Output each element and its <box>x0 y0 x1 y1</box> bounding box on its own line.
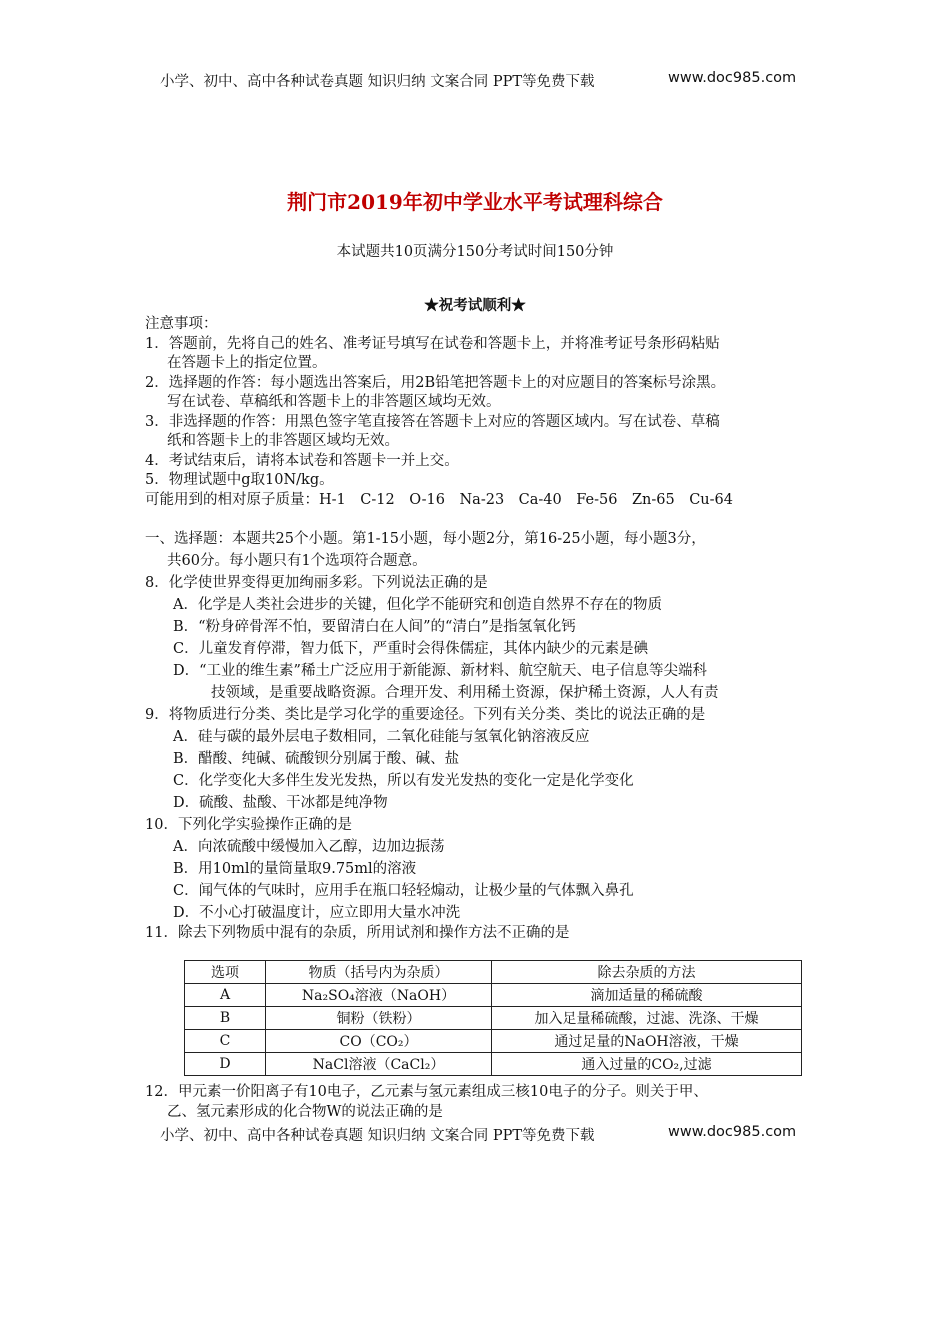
table-cell: Na₂SO₄溶液（NaOH） <box>266 984 492 1007</box>
question-12 <box>145 1083 825 1122</box>
table-cell: 滴加适量的稀硫酸 <box>492 984 802 1007</box>
option-a: A．向浓硫酸中缓慢加入乙醇，边加边振荡 <box>173 839 445 855</box>
notice-item: 4．考试结束后，请将本试卷和答题卡一并上交。 <box>145 452 459 469</box>
table-row <box>185 1007 802 1030</box>
option-a: A．硅与碳的最外层电子数相同，二氧化硅能与氢氧化钠溶液反应 <box>173 729 590 745</box>
option-d: D．不小心打破温度计，应立即用大量水冲洗 <box>173 905 461 921</box>
notice-item: 纸和答题卡上的非答题区域均无效。 <box>167 433 399 449</box>
section-heading-cont: 共60分。每小题只有1个选项符合题意。 <box>167 553 427 569</box>
table-header-row <box>185 961 802 984</box>
table-row <box>185 984 802 1007</box>
option-a: A．化学是人类社会进步的关键，但化学不能研究和创造自然界不存在的物质 <box>173 597 662 613</box>
table-cell: 加入足量稀硫酸，过滤、洗涤、干燥 <box>492 1007 802 1030</box>
table-cell: B <box>185 1007 266 1030</box>
table-cell: NaCl溶液（CaCl₂） <box>266 1053 492 1076</box>
header-slogan: 小学、初中、高中各种试卷真题 知识归纳 文案合同 PPT等免费下载 <box>160 74 595 90</box>
table-header: 物质（括号内为杂质） <box>266 961 492 984</box>
table-cell: CO（CO₂） <box>266 1030 492 1053</box>
section-heading: 一、选择题：本题共25个小题。第1-15小题，每小题2分，第16-25小题，每小题3分， <box>145 531 706 547</box>
atomic-masses: 可能用到的相对原子质量：H-1 C-12 O-16 Na-23 Ca-40 Fe-56 Zn-65 Cu-64 <box>145 491 733 508</box>
option-c: C．化学变化大多伴生发光发热，所以有发光发热的变化一定是化学变化 <box>173 773 634 789</box>
table-cell: D <box>185 1053 266 1076</box>
page-title: 荆门市2019年初中学业水平考试理科综合 <box>287 190 663 214</box>
question-10 <box>145 814 825 924</box>
page-footer <box>160 1124 595 1145</box>
question-stem-cont: 乙、氢元素形成的化合物W的说法正确的是 <box>167 1103 443 1120</box>
option-c: C．闻气体的气味时，应用手在瓶口轻轻煽动，让极少量的气体飘入鼻孔 <box>173 883 634 899</box>
notice-item: 5．物理试题中g取10N/kg。 <box>145 472 334 488</box>
option-b: B．用10ml的量筒量取9.75ml的溶液 <box>173 861 417 877</box>
table-row <box>185 1030 802 1053</box>
impurity-table <box>184 960 802 1076</box>
footer-slogan: 小学、初中、高中各种试卷真题 知识归纳 文案合同 PPT等免费下载 <box>160 1128 595 1144</box>
header-url[interactable]: www.doc985.com <box>668 70 797 86</box>
table-cell: 铜粉（铁粉） <box>266 1007 492 1030</box>
notice-item: 1．答题前，先将自己的姓名、准考证号填写在试卷和答题卡上，并将准考证号条形码粘贴 <box>145 335 720 352</box>
question-11-stem: 11．除去下列物质中混有的杂质，所用试剂和操作方法不正确的是 <box>145 925 570 941</box>
question-stem: 12．甲元素一价阳离子有10电子，乙元素与氢元素组成三核10电子的分子。则关于甲、 <box>145 1084 708 1100</box>
option-b: B．“粉身碎骨浑不怕，要留清白在人间”的“清白”是指氢氧化钙 <box>173 619 576 635</box>
exam-body <box>145 315 825 944</box>
table-header: 选项 <box>185 961 266 984</box>
notice-item: 在答题卡上的指定位置。 <box>167 355 327 371</box>
question-9 <box>145 704 825 814</box>
question-stem: 8．化学使世界变得更加绚丽多彩。下列说法正确的是 <box>145 575 488 591</box>
option-d: D．“工业的维生素”稀土广泛应用于新能源、新材料、航空航天、电子信息等尖端科 <box>173 663 707 679</box>
table-cell: 通入过量的CO₂,过滤 <box>492 1053 802 1076</box>
table-cell: 通过足量的NaOH溶液，干燥 <box>492 1030 802 1053</box>
question-stem: 10．下列化学实验操作正确的是 <box>145 817 352 833</box>
option-d: D．硫酸、盐酸、干冰都是纯净物 <box>173 795 388 811</box>
option-c: C．儿童发育停滞，智力低下，严重时会得侏儒症，其体内缺少的元素是碘 <box>173 641 649 657</box>
option-b: B．醋酸、纯碱、硫酸钡分别属于酸、碱、盐 <box>173 751 460 767</box>
page-header <box>160 70 595 91</box>
notice-item: 3．非选择题的作答：用黑色签字笔直接答在答题卡上对应的答题区域内。写在试卷、草稿 <box>145 413 720 430</box>
notice-item: 2．选择题的作答：每小题选出答案后，用2B铅笔把答题卡上的对应题目的答案标号涂黑。 <box>145 374 726 391</box>
table-header: 除去杂质的方法 <box>492 961 802 984</box>
question-stem: 9．将物质进行分类、类比是学习化学的重要途径。下列有关分类、类比的说法正确的是 <box>145 707 706 723</box>
option-d-cont: 技领域，是重要战略资源。合理开发、利用稀土资源，保护稀土资源，人人有责 <box>211 685 719 701</box>
exam-info: 本试题共10页满分150分考试时间150分钟 <box>336 244 614 260</box>
question-8 <box>145 572 825 704</box>
good-luck-banner: ★祝考试顺利★ <box>424 297 526 314</box>
table-cell: A <box>185 984 266 1007</box>
notice-item: 写在试卷、草稿纸和答题卡上的非答题区域均无效。 <box>167 394 501 410</box>
table-row <box>185 1053 802 1076</box>
footer-url[interactable]: www.doc985.com <box>668 1124 797 1140</box>
notice-heading: 注意事项： <box>145 316 218 332</box>
table-cell: C <box>185 1030 266 1053</box>
